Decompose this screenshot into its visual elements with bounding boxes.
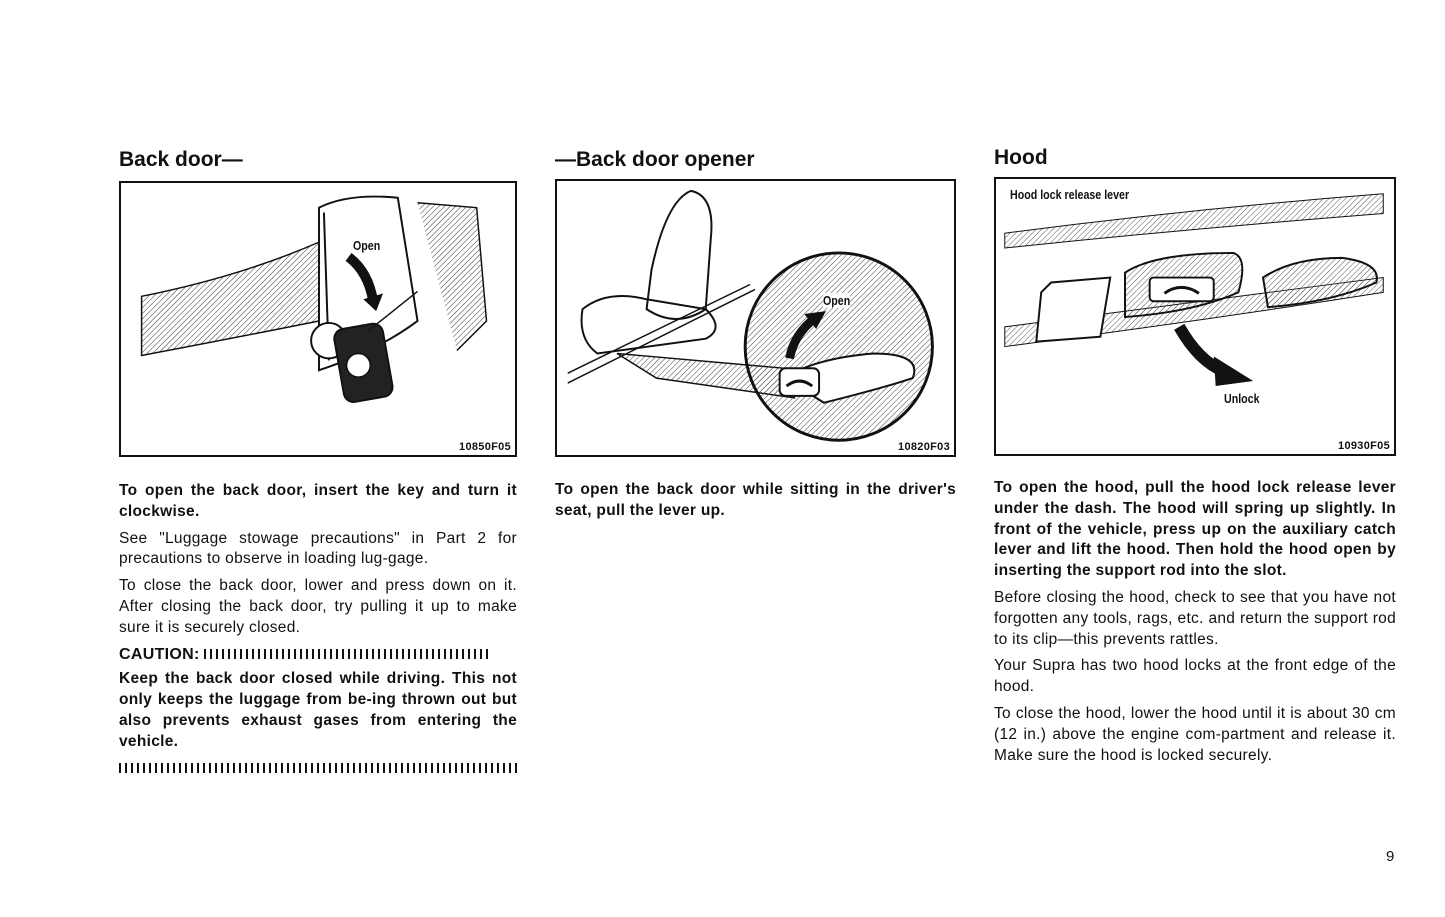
back-door-illustration <box>121 183 515 455</box>
back-door-figure <box>119 181 517 457</box>
figure-code: 10820F03 <box>898 441 950 453</box>
hood-body <box>994 478 1396 772</box>
caution-heading <box>119 645 517 666</box>
caution-rule <box>204 649 492 659</box>
hood-title: Hood <box>994 146 1048 169</box>
hood-illustration <box>996 179 1394 454</box>
caution-label: CAUTION: <box>119 645 200 663</box>
hood-figure <box>994 177 1396 456</box>
figure-code: 10930F05 <box>1338 440 1390 452</box>
back-door-opener-title: —Back door opener <box>555 148 755 171</box>
caution-text: Keep the back door closed while driving. This not only keeps the luggage from be-ing thrown out but also prevents exhaust gases from entering the vehicle. <box>119 670 517 750</box>
hood-paragraph-4: To close the hood, lower the hood until it is about 30 cm (12 in.) above the engine com-partment and release it. Make sure the hood is locked securely. <box>994 704 1396 764</box>
hood-paragraph-2: Before closing the hood, check to see that you have not forgotten any tools, rags, etc. and return the support rod to its clip—this prevents rattles. <box>994 588 1396 648</box>
back-door-opener-figure <box>555 179 956 457</box>
page-number: 9 <box>1386 848 1395 865</box>
hood-release-label: Hood lock release lever <box>1010 187 1130 202</box>
hood-paragraph-1: To open the hood, pull the hood lock release lever under the dash. The hood will spring up slightly. In front of the vehicle, press up on the auxiliary catch lever and lift the hood. Then hold the hood open by inserting the support rod into the slot. <box>994 479 1396 580</box>
figure-code: 10850F05 <box>459 441 511 453</box>
back-door-body <box>119 481 517 779</box>
caution-end-rule <box>119 763 517 773</box>
hood-paragraph-3: Your Supra has two hood locks at the front edge of the hood. <box>994 657 1396 696</box>
open-label: Open <box>823 293 851 308</box>
open-label: Open <box>353 238 381 253</box>
back-door-paragraph-1: To open the back door, insert the key and turn it clockwise. <box>119 482 517 520</box>
unlock-label: Unlock <box>1224 391 1260 406</box>
opener-paragraph-1: To open the back door while sitting in the driver's seat, pull the lever up. <box>555 481 956 519</box>
back-door-paragraph-3: To close the back door, lower and press down on it. After closing the back door, try pulling it up to make sure it is securely closed. <box>119 577 517 636</box>
back-door-title: Back door— <box>119 148 243 171</box>
back-door-paragraph-2: See "Luggage stowage precautions" in Part 2 for precautions to observe in loading lug-gage. <box>119 529 517 568</box>
opener-illustration <box>557 181 954 455</box>
back-door-opener-body <box>555 480 956 528</box>
